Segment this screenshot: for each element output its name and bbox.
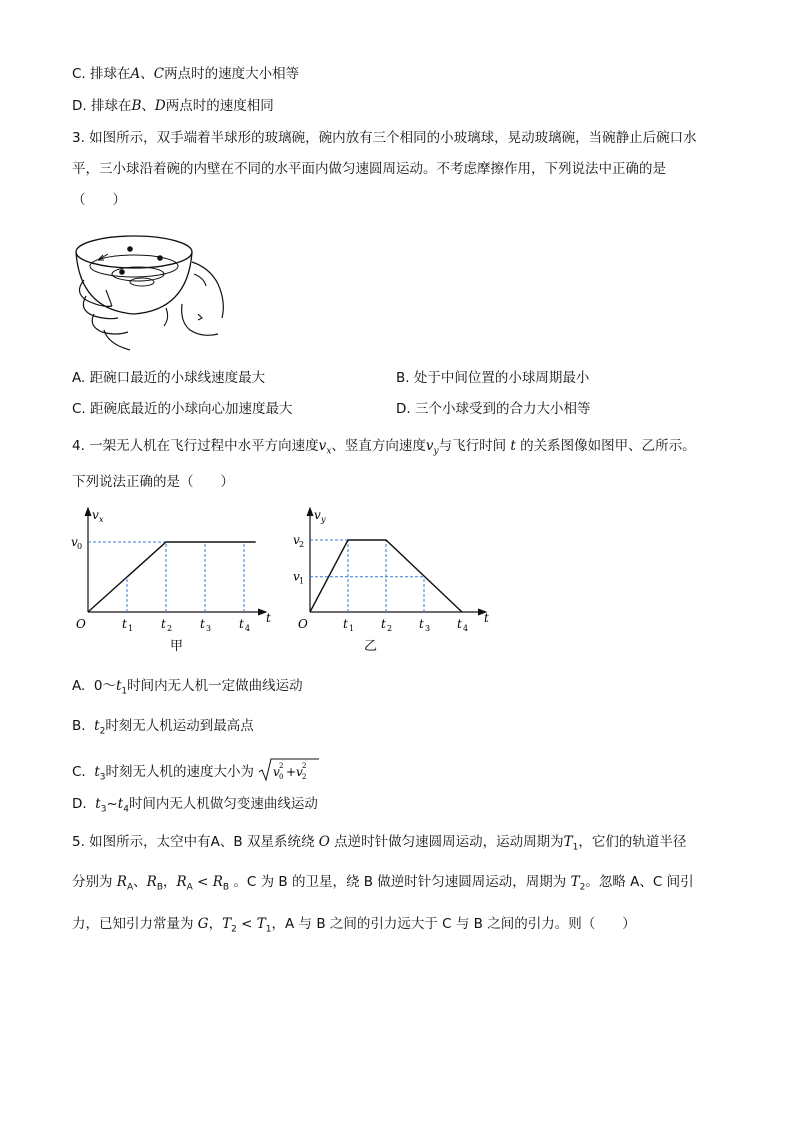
svg-text:v: v bbox=[293, 533, 300, 547]
svg-text:4: 4 bbox=[463, 624, 469, 633]
prev-option-c: C. 排球在A、C两点时的速度大小相等 bbox=[72, 66, 300, 82]
svg-text:+: + bbox=[286, 765, 297, 779]
svg-text:0: 0 bbox=[77, 542, 83, 551]
svg-text:3: 3 bbox=[425, 624, 431, 633]
jia-ylabel: v bbox=[92, 508, 99, 522]
jia-tick-t4 bbox=[239, 617, 250, 633]
jia-xlabel: t bbox=[266, 611, 271, 625]
svg-text:v: v bbox=[296, 765, 304, 779]
yi-tick-t4 bbox=[457, 617, 468, 633]
jia-tick-v0 bbox=[71, 535, 82, 551]
bowl-hands-figure bbox=[72, 222, 232, 354]
chart-jia-vx-t bbox=[66, 504, 286, 654]
q5-stem-line2: 分别为 $R_A$、$R_B$，$R_A < R_B$ 。C 为 B 的卫星，绕 B 做逆时针匀速圆周运动，周期为 $T_2$。忽略 A、C 间引 bbox=[72, 874, 694, 893]
svg-text:2: 2 bbox=[302, 762, 307, 770]
svg-text:t: t bbox=[239, 617, 244, 631]
svg-text:t: t bbox=[419, 617, 424, 631]
q3-stem-line1: 3. 如图所示，双手端着半球形的玻璃碗，碗内放有三个相同的小玻璃球，晃动玻璃碗，当碗静止后碗口水 bbox=[72, 130, 697, 146]
svg-text:t: t bbox=[161, 617, 166, 631]
svg-text:2: 2 bbox=[387, 624, 393, 633]
chart-yi-vy-t bbox=[288, 504, 508, 654]
q4-stem-line2: 下列说法正确的是（ ） bbox=[72, 474, 234, 490]
svg-text:t: t bbox=[200, 617, 205, 631]
chart-yi-caption: 乙 bbox=[364, 639, 378, 654]
svg-text:v: v bbox=[71, 535, 78, 549]
yi-tick-v2 bbox=[293, 533, 304, 549]
prev-option-d: D. 排球在B、D两点时的速度相同 bbox=[72, 98, 274, 114]
q4-option-b: B. $t_2$时刻无人机运动到最高点 bbox=[72, 718, 254, 737]
yi-xlabel: t bbox=[484, 611, 489, 625]
yi-tick-t1 bbox=[343, 617, 354, 633]
svg-text:2: 2 bbox=[302, 773, 307, 781]
sqrt-expression bbox=[258, 757, 320, 783]
jia-series-line bbox=[88, 542, 256, 612]
jia-tick-t2 bbox=[161, 617, 172, 633]
q3-option-c: C. 距碗底最近的小球向心加速度最大 bbox=[72, 401, 293, 417]
yi-tick-t3 bbox=[419, 617, 430, 633]
svg-text:t: t bbox=[343, 617, 348, 631]
yi-tick-v1 bbox=[293, 570, 304, 586]
q3-option-a: A. 距碗口最近的小球线速度最大 bbox=[72, 370, 266, 386]
jia-origin: O bbox=[76, 617, 86, 631]
q3-stem-line2: 平，三小球沿着碗的内壁在不同的水平面内做匀速圆周运动。不考虑摩擦作用，下列说法中正确的是 bbox=[72, 161, 666, 177]
svg-text:x: x bbox=[99, 515, 104, 524]
svg-text:2: 2 bbox=[279, 762, 284, 770]
svg-text:1: 1 bbox=[128, 624, 134, 633]
jia-tick-t1 bbox=[122, 617, 133, 633]
q3-option-b: B. 处于中间位置的小球周期最小 bbox=[396, 370, 590, 386]
q3-stem-line3: （ ） bbox=[72, 192, 126, 208]
yi-origin: O bbox=[298, 617, 308, 631]
svg-text:t: t bbox=[122, 617, 127, 631]
svg-text:2: 2 bbox=[167, 624, 173, 633]
svg-text:v: v bbox=[293, 569, 300, 584]
svg-text:y: y bbox=[321, 515, 326, 524]
q3-option-d: D. 三个小球受到的合力大小相等 bbox=[396, 401, 591, 417]
svg-text:t: t bbox=[457, 617, 462, 631]
svg-text:t: t bbox=[381, 617, 386, 631]
svg-text:v: v bbox=[273, 765, 281, 779]
jia-tick-t3 bbox=[200, 617, 211, 633]
q4-option-c: C. $t_3$时刻无人机的速度大小为 v 0 2 + v 2 2 bbox=[72, 757, 320, 788]
yi-tick-t2 bbox=[381, 617, 392, 633]
q4-option-a: A. $0\sim t_1$时间内无人机一定做曲线运动 bbox=[72, 678, 303, 697]
q5-stem-line1: 5. 如图所示，太空中有A、B 双星系统绕 O 点逆时针做匀速圆周运动，运动周期为$T_1$，它们的轨道半径 bbox=[72, 834, 687, 853]
svg-text:4: 4 bbox=[245, 624, 251, 633]
svg-text:1: 1 bbox=[299, 576, 305, 586]
svg-text:3: 3 bbox=[206, 624, 212, 633]
q5-stem-line3: 力，已知引力常量为 G，$T_2 < T_1$，A 与 B 之间的引力远大于 C 与 B 之间的引力。则（ ） bbox=[72, 916, 636, 935]
q4-stem-line1: 4. 一架无人机在飞行过程中水平方向速度$v_x$、竖直方向速度$v_y$与飞行时间 t 的关系图像如图甲、乙所示。 bbox=[72, 438, 696, 457]
svg-text:2: 2 bbox=[299, 540, 305, 549]
svg-text:0: 0 bbox=[279, 773, 284, 781]
chart-jia-caption: 甲 bbox=[170, 639, 184, 654]
svg-text:1: 1 bbox=[349, 624, 355, 633]
yi-ylabel: v bbox=[314, 508, 321, 522]
q4-option-d: D. $t_3\sim t_4$时间内无人机做匀变速曲线运动 bbox=[72, 796, 318, 815]
